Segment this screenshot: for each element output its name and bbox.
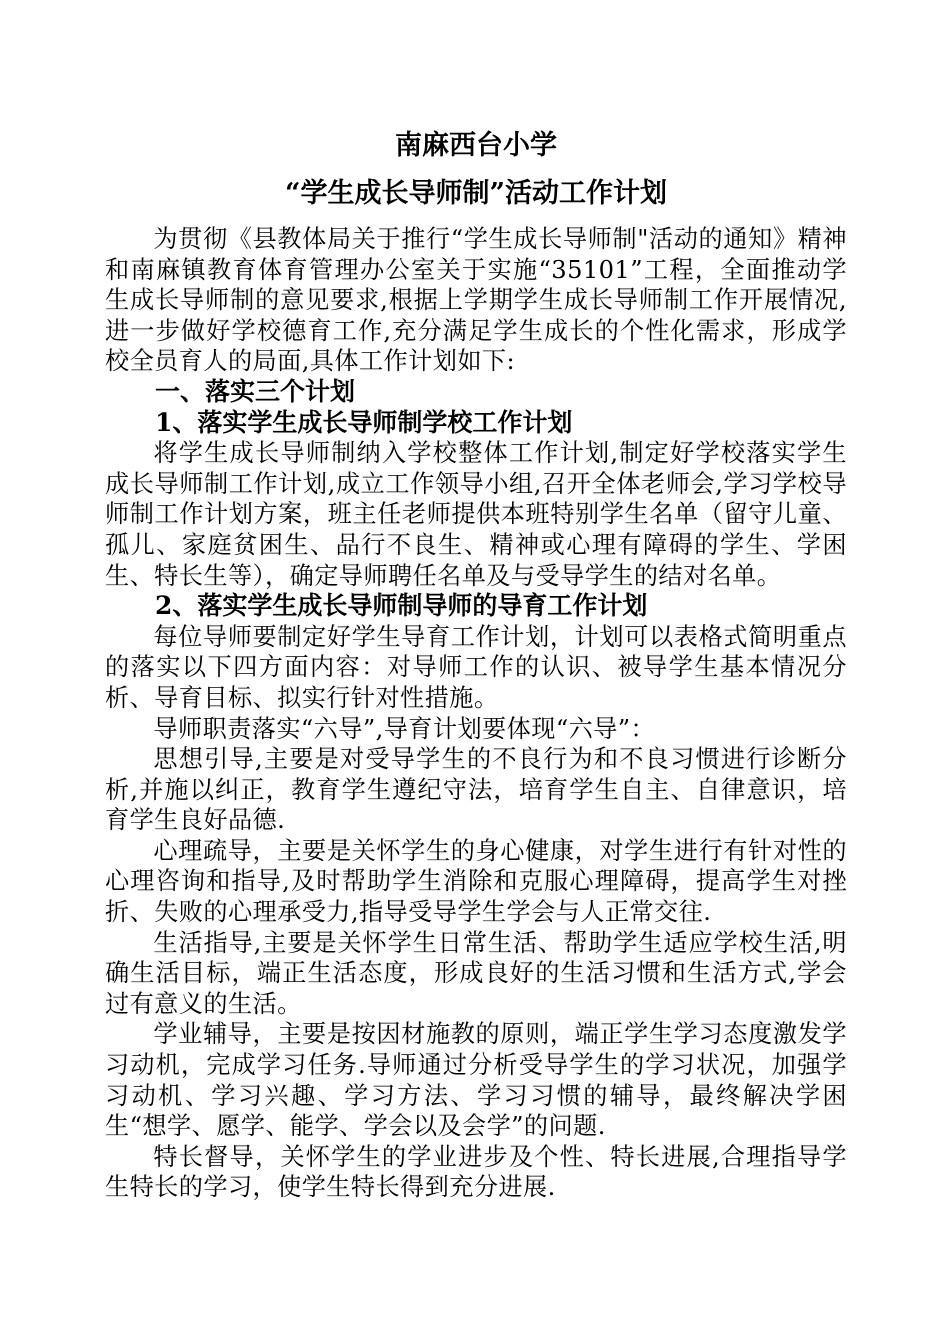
guide-life-paragraph: 生活指导,主要是关怀学生日常生活、帮助学生适应学校生活,明确生活目标，端正生活态度，形成良好的生活习惯和生活方式,学会过有意义的生活。 [105,928,847,1018]
guide-talent-paragraph: 特长督导，关怀学生的学业进步及个性、特长进展,合理指导学生特长的学习，使学生特长得到充分进展. [105,1142,847,1202]
sub1-heading: 1、落实学生成长导师制学校工作计划 [155,407,573,437]
sub1-paragraph: 将学生成长导师制纳入学校整体工作计划,制定好学校落实学生成长导师制工作计划,成立工作领导小组,召开全体老师会,学习学校导师制工作计划方案，班主任老师提供本班特别学生名单（留守儿童、孤儿、家庭贫困生、品行不良生、精神或心理有障碍的学生、学困生、特长生等），确定导师聘任名单及与受导学生的结对名单。 [105,439,847,590]
guide-thought-paragraph: 思想引导,主要是对受导学生的不良行为和不良习惯进行诊断分析,并施以纠正，教育学生遵纪守法，培育学生自主、自律意识，培育学生良好品德. [105,745,847,835]
guide-mental-paragraph: 心理疏导，主要是关怀学生的身心健康，对学生进行有针对性的心理咨询和指导,及时帮助学生消除和克服心理障碍，提高学生对挫折、失败的心理承受力,指导受导学生学会与人正常交往. [105,836,847,927]
guide-study-paragraph: 学业辅导，主要是按因材施教的原则，端正学生学习态度激发学习动机，完成学习任务.导师通过分析受导学生的学习状况，加强学习动机、学习兴趣、学习方法、学习习惯的辅导，最终解决学困生“想学、愿学、能学、学会以及会学”的问题. [105,1020,847,1141]
school-name: 南麻西台小学 [395,130,557,161]
intro-paragraph: 为贯彻《县教体局关于推行“学生成长导师制"活动的通知》精神和南麻镇教育体育管理办公室关于实施“35101”工程，全面推动学生成长导师制的意见要求,根据上学期学生成长导师制工作开展情况,进一步做好学校德育工作,充分满足学生成长的个性化需求，形成学校全员育人的局面,具体工作计划如下: [105,225,847,376]
six-guides-intro: 导师职责落实“六导”,导育计划要体现“六导”： [153,714,656,743]
sub2-heading: 2、落实学生成长导师制导师的导育工作计划 [155,591,648,621]
section1-heading: 一、落实三个计划 [155,376,356,406]
document-page [105,126,847,1203]
sub2-paragraph: 每位导师要制定好学生导育工作计划，计划可以表格式简明重点的落实以下四方面内容：对导师工作的认识、被导学生基本情况分析、导育目标、拟实行针对性措施。 [105,622,847,712]
plan-title: “学生成长导师制”活动工作计划 [284,178,668,209]
